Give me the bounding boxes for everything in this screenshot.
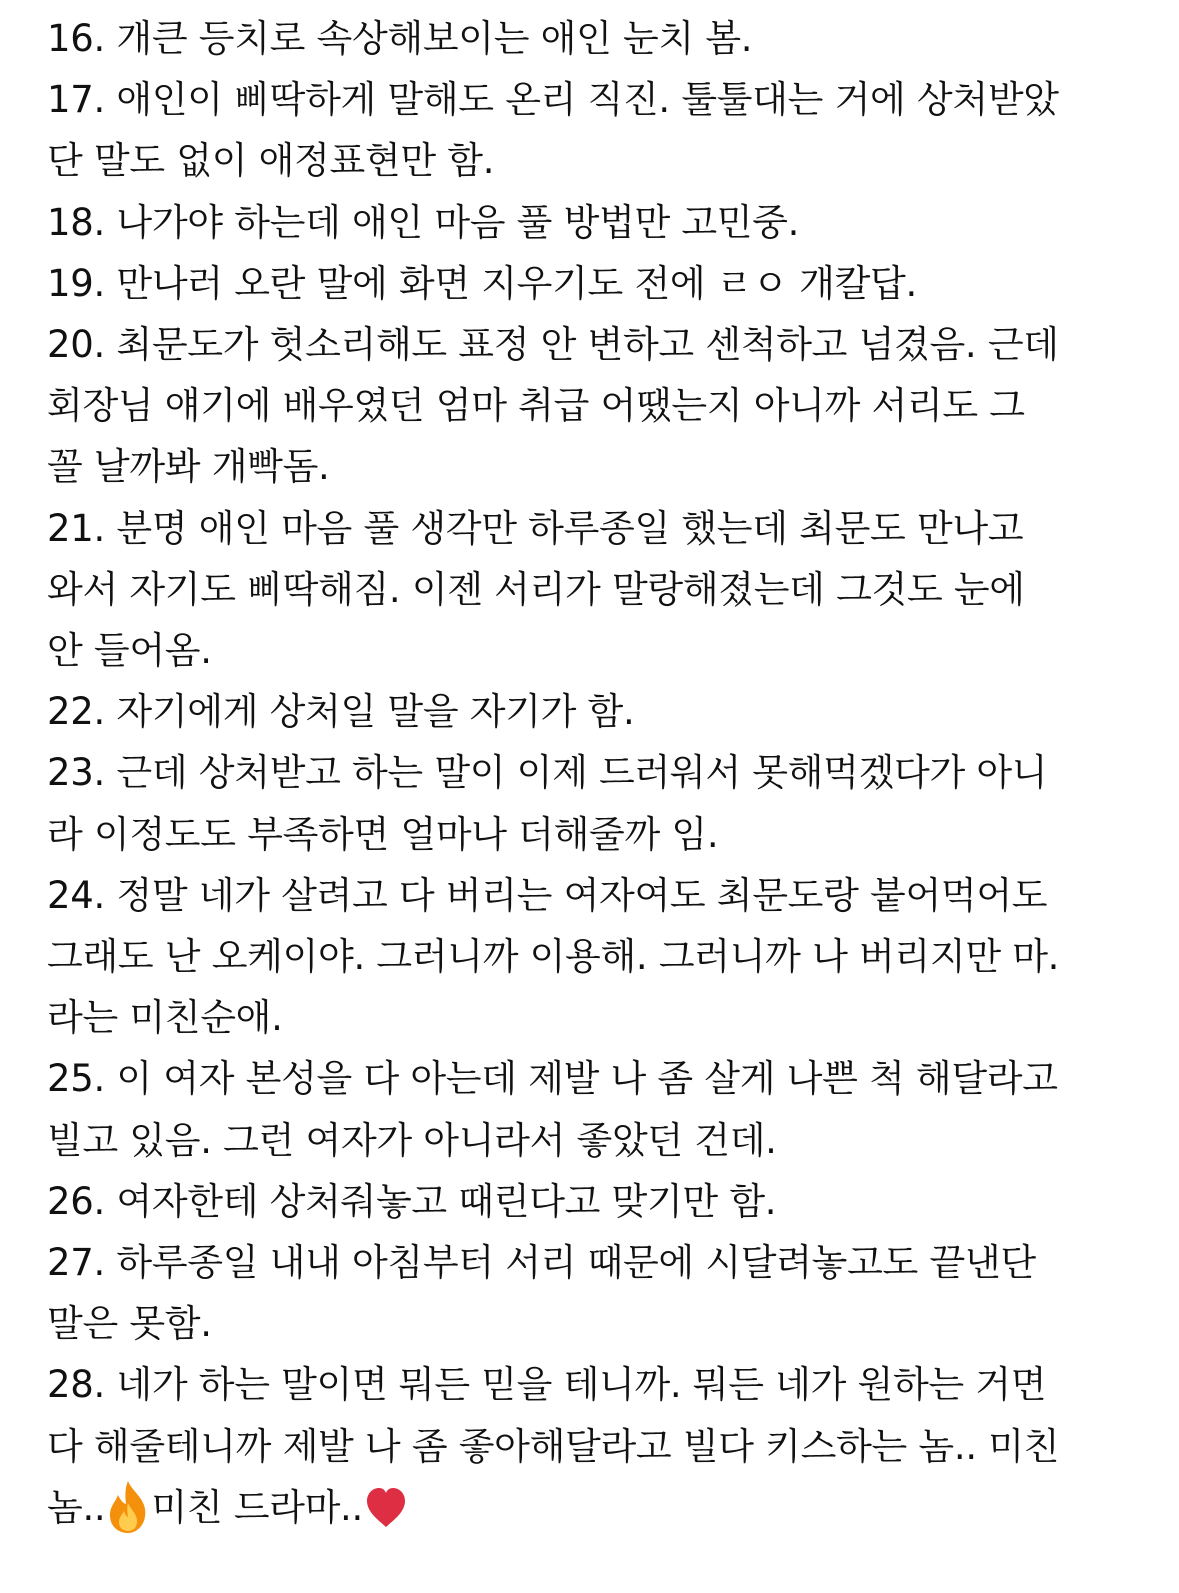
text-line-6: 20. 최문도가 헛소리해도 표정 안 변하고 센척하고 넘겼음. 근데: [47, 323, 1059, 367]
last-line-text-start: 놈..: [47, 1485, 106, 1529]
text-line-24: 다 해줄테니까 제발 나 좀 좋아해달라고 빌다 키스하는 놈.. 미친: [47, 1424, 1060, 1468]
text-line-16: 그래도 난 오케이야. 그러니까 이용해. 그러니까 나 버리지만 마.: [47, 935, 1060, 979]
text-line-23: 28. 네가 하는 말이면 뭐든 믿을 테니까. 뭐든 네가 원하는 거면: [47, 1363, 1047, 1407]
text-line-5: 19. 만나러 오란 말에 화면 지우기도 전에 ㄹㅇ 개칼답.: [47, 261, 917, 305]
text-line-15: 24. 정말 네가 살려고 다 버리는 여자여도 최문도랑 붙어먹어도: [47, 873, 1048, 917]
last-line-text-end: 미친 드라마..: [151, 1485, 363, 1529]
fire-icon: [105, 1479, 151, 1535]
text-line-7: 회장님 얘기에 배우였던 엄마 취급 어땠는지 아니까 서리도 그: [47, 384, 1025, 428]
text-line-12: 22. 자기에게 상처일 말을 자기가 함.: [47, 690, 635, 734]
text-line-18: 25. 이 여자 본성을 다 아는데 제발 나 좀 살게 나쁜 척 해달라고: [47, 1057, 1058, 1101]
text-line-19: 빌고 있음. 그런 여자가 아니라서 좋았던 건데.: [47, 1118, 777, 1162]
text-line-3: 단 말도 없이 애정표현만 함.: [47, 139, 495, 183]
text-line-4: 18. 나가야 하는데 애인 마음 풀 방법만 고민중.: [47, 200, 800, 244]
text-line-13: 23. 근데 상처받고 하는 말이 이제 드러워서 못해먹겠다가 아니: [47, 751, 1048, 795]
text-line-8: 꼴 날까봐 개빡돔.: [47, 445, 330, 489]
text-line-21: 27. 하루종일 내내 아침부터 서리 때문에 시달려놓고도 끝낸단: [47, 1241, 1036, 1285]
text-line-1: 16. 개큰 등치로 속상해보이는 애인 눈치 봄.: [47, 17, 753, 60]
text-line-9: 21. 분명 애인 마음 풀 생각만 하루종일 했는데 최문도 만나고: [47, 506, 1024, 550]
heart-icon: [363, 1479, 409, 1535]
text-line-17: 라는 미친순애.: [47, 996, 283, 1040]
text-line-10: 와서 자기도 삐딱해짐. 이젠 서리가 말랑해졌는데 그것도 눈에: [47, 567, 1025, 611]
text-line-25: [47, 1477, 1139, 1538]
text-line-14: 라 이정도도 부족하면 얼마나 더해줄까 임.: [47, 812, 719, 856]
text-line-22: 말은 못함.: [47, 1302, 212, 1346]
text-line-2: 17. 애인이 삐딱하게 말해도 온리 직진. 툴툴대는 거에 상처받았: [47, 78, 1059, 122]
text-line-20: 26. 여자한테 상처줘놓고 때린다고 맞기만 함.: [47, 1179, 777, 1223]
text-line-11: 안 들어옴.: [47, 629, 212, 673]
